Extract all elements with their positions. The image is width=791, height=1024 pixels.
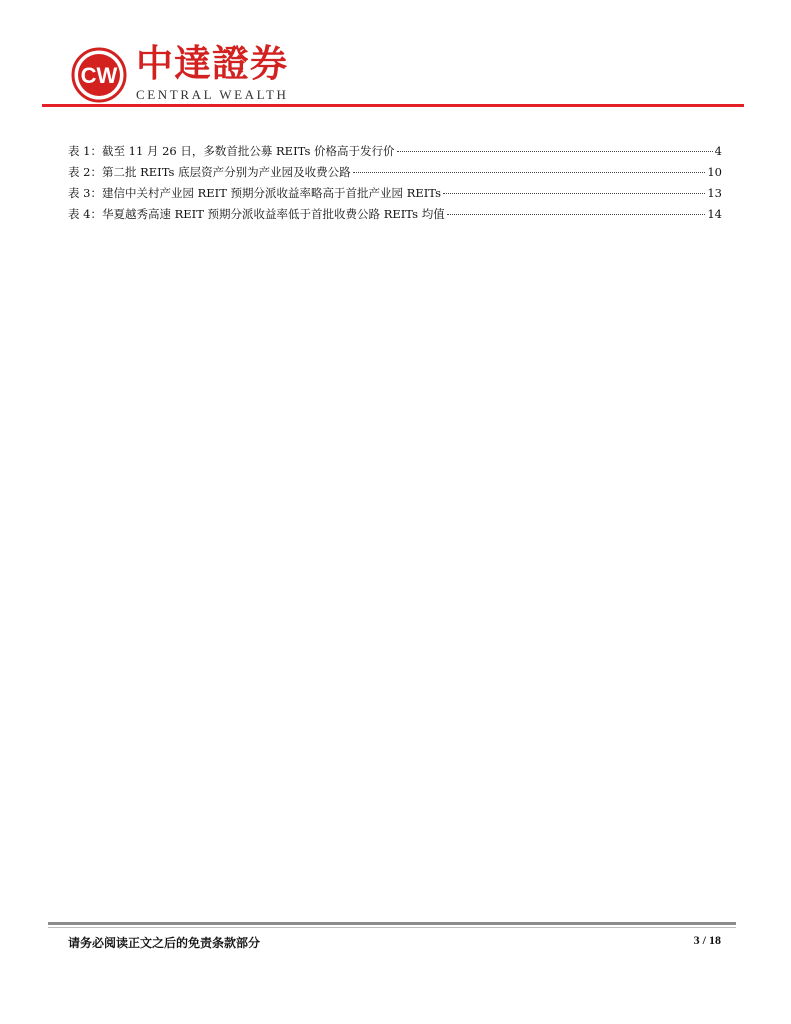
page-header xyxy=(0,0,791,110)
footer-divider xyxy=(48,922,736,925)
brand-name-cn: 中達證券 xyxy=(136,42,288,85)
brand-name-en: CENTRAL WEALTH xyxy=(136,87,289,102)
header-divider xyxy=(42,104,744,107)
toc-leader-dots xyxy=(443,193,705,194)
toc-entry-page: 13 xyxy=(707,186,722,200)
toc-leader-dots xyxy=(397,151,713,152)
logo-letters: CW xyxy=(80,63,118,88)
toc-entry-page: 4 xyxy=(714,144,722,158)
central-wealth-logo-icon xyxy=(70,47,128,103)
toc-entry-label: 表 2：第二批 REITs 底层资产分别为产业园及收费公路 xyxy=(68,165,351,179)
toc-entry-page: 14 xyxy=(707,207,722,221)
table-of-figures xyxy=(68,143,722,227)
toc-entry[interactable] xyxy=(68,164,722,185)
page-number: 3 / 18 xyxy=(693,933,721,947)
toc-entry-label: 表 1：截至 11 月 26 日，多数首批公募 REITs 价格高于发行价 xyxy=(68,144,395,158)
toc-entry[interactable] xyxy=(68,185,722,206)
toc-entry[interactable] xyxy=(68,143,722,164)
toc-entry[interactable] xyxy=(68,206,722,227)
footer-disclaimer: 请务必阅读正文之后的免责条款部分 xyxy=(68,936,261,950)
toc-entry-label: 表 3：建信中关村产业园 REIT 预期分派收益率略高于首批产业园 REITs xyxy=(68,186,442,200)
toc-leader-dots xyxy=(353,172,706,173)
toc-leader-dots xyxy=(447,214,706,215)
toc-entry-label: 表 4：华夏越秀高速 REIT 预期分派收益率低于首批收费公路 REITs 均值 xyxy=(68,207,445,221)
footer-divider-thin xyxy=(48,927,736,928)
toc-entry-page: 10 xyxy=(707,165,722,179)
